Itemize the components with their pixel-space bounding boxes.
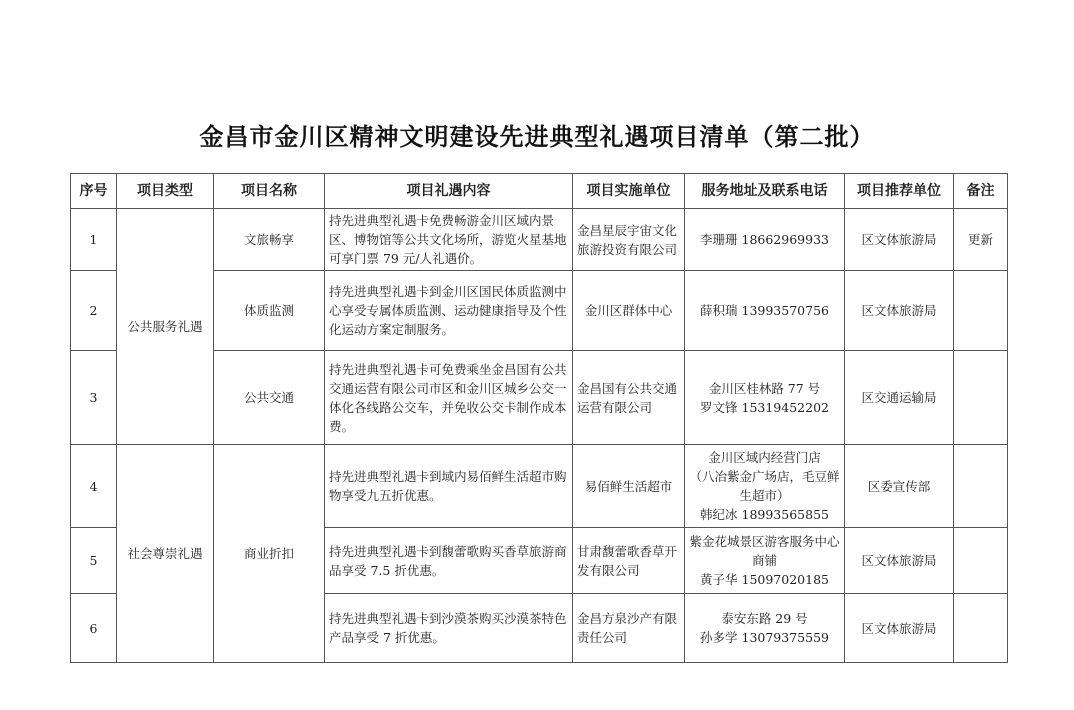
cell-type: 公共服务礼遇 (117, 209, 214, 445)
cell-contact: 泰安东路 29 号 孙多学 13079375559 (685, 594, 845, 663)
cell-unit: 金昌国有公共交通运营有限公司 (573, 351, 685, 445)
cell-name: 文旅畅享 (214, 209, 325, 271)
cell-type: 社会尊崇礼遇 (117, 445, 214, 663)
cell-remark (954, 351, 1008, 445)
cell-recommender: 区文体旅游局 (845, 271, 954, 351)
cell-recommender: 区文体旅游局 (845, 594, 954, 663)
cell-contact: 金川区域内经营门店 （八冶紫金广场店，毛豆鲜生超市） 韩纪冰 18993565855 (685, 445, 845, 528)
page-title: 金昌市金川区精神文明建设先进典型礼遇项目清单（第二批） (199, 123, 875, 151)
cell-no: 2 (71, 271, 117, 351)
table-row (71, 445, 1008, 528)
header-name: 项目名称 (214, 174, 325, 209)
cell-remark (954, 528, 1008, 594)
cell-recommender: 区交通运输局 (845, 351, 954, 445)
cell-content: 持先进典型礼遇卡到沙漠茶购买沙漠茶特色产品享受 7 折优惠。 (325, 594, 573, 663)
cell-content: 持先进典型礼遇卡到馥蕾歌购买香草旅游商品享受 7.5 折优惠。 (325, 528, 573, 594)
cell-name: 体质监测 (214, 271, 325, 351)
cell-no: 1 (71, 209, 117, 271)
cell-name: 公共交通 (214, 351, 325, 445)
header-remark: 备注 (954, 174, 1008, 209)
cell-remark (954, 445, 1008, 528)
cell-remark (954, 271, 1008, 351)
cell-content: 持先进典型礼遇卡到域内易佰鲜生活超市购物享受九五折优惠。 (325, 445, 573, 528)
header-content: 项目礼遇内容 (325, 174, 573, 209)
cell-content: 持先进典型礼遇卡可免费乘坐金昌国有公共交通运营有限公司市区和金川区城乡公交一体化各线路公交车，并免收公交卡制作成本费。 (325, 351, 573, 445)
cell-contact: 李珊珊 18662969933 (685, 209, 845, 271)
cell-unit: 甘肃馥蕾歌香草开发有限公司 (573, 528, 685, 594)
table-row (71, 209, 1008, 271)
cell-unit: 金昌方泉沙产有限责任公司 (573, 594, 685, 663)
cell-contact: 薛积瑞 13993570756 (685, 271, 845, 351)
cell-no: 6 (71, 594, 117, 663)
cell-unit: 金昌星辰宇宙文化旅游投资有限公司 (573, 209, 685, 271)
cell-content: 持先进典型礼遇卡免费畅游金川区域内景区、博物馆等公共文化场所，游览火星基地可享门票 79 元/人礼遇价。 (325, 209, 573, 271)
header-no: 序号 (71, 174, 117, 209)
cell-contact: 紫金花城景区游客服务中心商铺 黄子华 15097020185 (685, 528, 845, 594)
cell-remark (954, 594, 1008, 663)
cell-no: 3 (71, 351, 117, 445)
cell-content: 持先进典型礼遇卡到金川区国民体质监测中心享受专属体质监测、运动健康指导及个性化运动方案定制服务。 (325, 271, 573, 351)
cell-no: 4 (71, 445, 117, 528)
header-unit: 项目实施单位 (573, 174, 685, 209)
header-contact: 服务地址及联系电话 (685, 174, 845, 209)
header-recommender: 项目推荐单位 (845, 174, 954, 209)
table-header-row (71, 174, 1008, 209)
cell-no: 5 (71, 528, 117, 594)
cell-unit: 金川区群体中心 (573, 271, 685, 351)
cell-contact: 金川区桂林路 77 号 罗文锋 15319452202 (685, 351, 845, 445)
project-table (70, 173, 1008, 663)
cell-recommender: 区委宣传部 (845, 445, 954, 528)
header-type: 项目类型 (117, 174, 214, 209)
cell-unit: 易佰鲜生活超市 (573, 445, 685, 528)
cell-recommender: 区文体旅游局 (845, 209, 954, 271)
cell-name: 商业折扣 (214, 445, 325, 663)
cell-remark: 更新 (954, 209, 1008, 271)
cell-recommender: 区文体旅游局 (845, 528, 954, 594)
